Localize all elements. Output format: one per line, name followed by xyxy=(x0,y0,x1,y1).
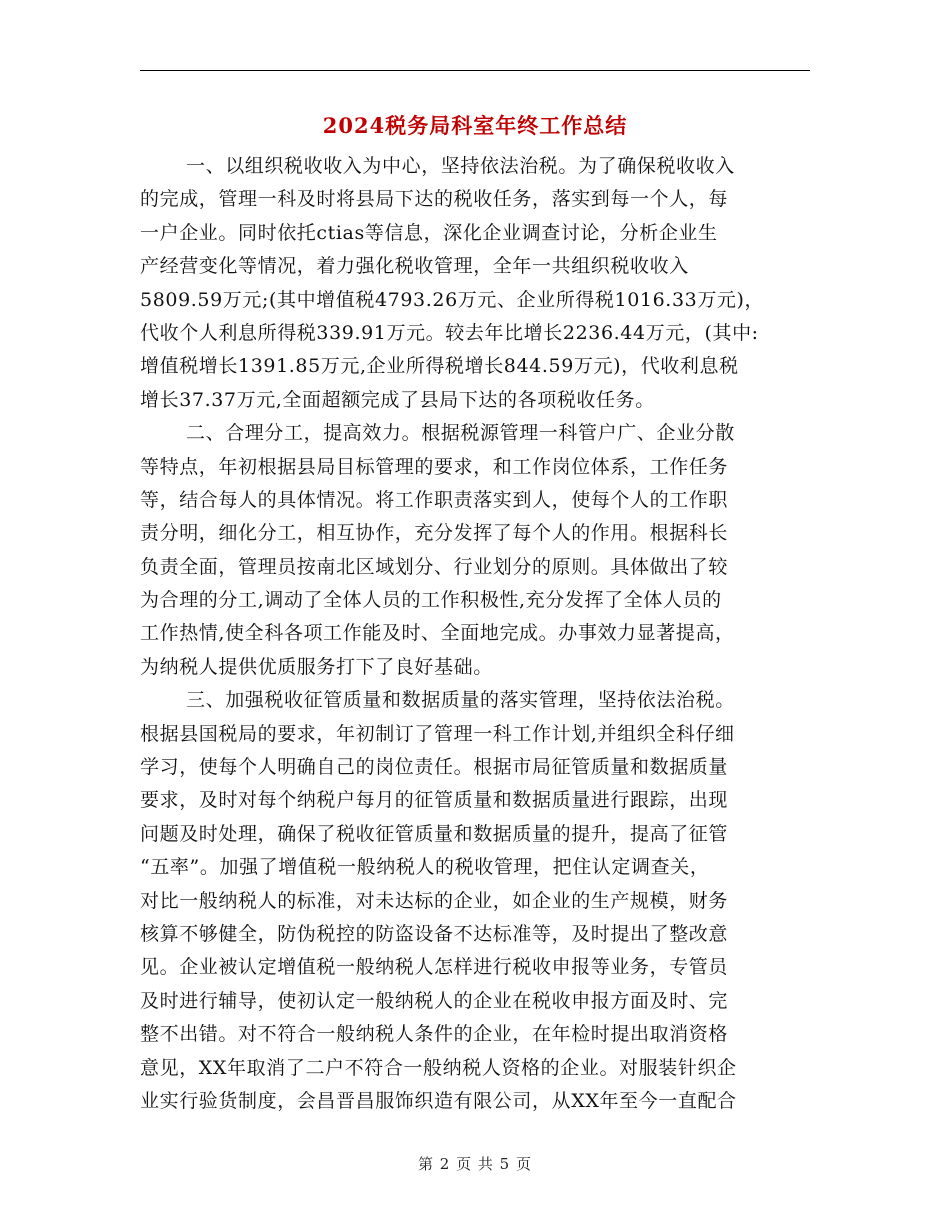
body-line: 一、以组织税收收入为中心，坚持依法治税。为了确保税收收入 xyxy=(186,155,735,177)
body-line: 三、加强税收征管质量和数据质量的落实管理，坚持依法治税。 xyxy=(186,689,735,712)
body-line: 核算不够健全，防伪税控的防盗设备不达标准等，及时提出了整改意 xyxy=(140,922,729,945)
body-line: 增长37.37万元,全面超额完成了县局下达的各项税收任务。 xyxy=(140,388,655,411)
body-line: 等，结合每人的具体情况。将工作职责落实到人，使每个人的工作职 xyxy=(140,488,729,511)
body-line: 要求，及时对每个纳税户每月的征管质量和数据质量进行跟踪，出现 xyxy=(140,789,729,812)
body-line: 5809.59万元;(其中增值税4793.26万元、企业所得税1016.33万元)， xyxy=(140,288,765,311)
document-title: 2024税务局科室年终工作总结 xyxy=(322,113,628,138)
body-line: 责分明，细化分工，相互协作，充分发挥了每个人的作用。根据科长 xyxy=(140,522,729,545)
body-line: 二、合理分工，提高效力。根据税源管理一科管户广、企业分散 xyxy=(186,422,735,445)
body-line: 的完成，管理一科及时将县局下达的税收任务，落实到每一个人，每 xyxy=(140,188,729,211)
body-line: 意见，XX年取消了二户不符合一般纳税人资格的企业。对服装针织企 xyxy=(140,1056,737,1079)
body-line: “五率”。加强了增值税一般纳税人的税收管理，把住认定调查关， xyxy=(140,856,710,879)
body-line: 负责全面，管理员按南北区域划分、行业划分的原则。具体做出了较 xyxy=(140,555,729,578)
body-line: 为合理的分工,调动了全体人员的工作积极性,充分发挥了全体人员的 xyxy=(140,589,722,612)
body-line: 产经营变化等情况，着力强化税收管理，全年一共组织税收收入 xyxy=(140,255,689,278)
body-line: 学习，使每个人明确自己的岗位责任。根据市局征管质量和数据质量 xyxy=(140,756,729,779)
body-line: 业实行验货制度，会昌晋昌服饰织造有限公司，从XX年至今一直配合 xyxy=(140,1089,737,1112)
body-line: 工作热情,使全科各项工作能及时、全面地完成。办事效力显著提高， xyxy=(140,622,735,645)
body-line: 及时进行辅导，使初认定一般纳税人的企业在税收申报方面及时、完 xyxy=(140,989,729,1012)
body-line: 增值税增长1391.85万元,企业所得税增长844.59万元)，代收利息税 xyxy=(140,355,739,378)
header-rule xyxy=(140,70,810,71)
body-line: 根据县国税局的要求，年初制订了管理一科工作计划,并组织全科仔细 xyxy=(140,722,735,745)
page-footer: 第 2 页 共 5 页 xyxy=(418,1155,532,1173)
document-body xyxy=(140,150,812,1118)
body-line: 整不出错。对不符合一般纳税人条件的企业，在年检时提出取消资格 xyxy=(140,1023,729,1046)
body-line: 一户企业。同时依托ctias等信息，深化企业调查讨论，分析企业生 xyxy=(140,221,718,244)
body-line: 对比一般纳税人的标准，对未达标的企业，如企业的生产规模，财务 xyxy=(140,889,729,912)
body-line: 等特点，年初根据县局目标管理的要求，和工作岗位体系，工作任务 xyxy=(140,455,729,478)
body-line: 问题及时处理，确保了税收征管质量和数据质量的提升，提高了征管 xyxy=(140,822,729,845)
body-line: 见。企业被认定增值税一般纳税人怎样进行税收申报等业务，专管员 xyxy=(140,956,729,979)
body-line: 代收个人利息所得税339.91万元。较去年比增长2236.44万元，(其中: xyxy=(140,321,759,344)
body-line: 为纳税人提供优质服务打下了良好基础。 xyxy=(140,655,493,678)
